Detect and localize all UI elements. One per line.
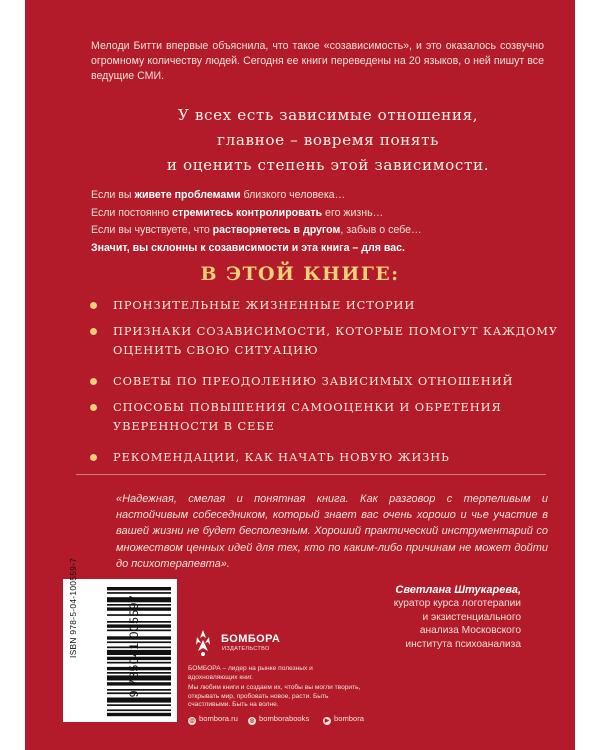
in-this-book-heading: В ЭТОЙ КНИГЕ:: [200, 263, 400, 285]
barcode-bars-icon: [63, 557, 177, 722]
bullet-dot-icon: [90, 328, 97, 335]
barcode-digits: 9 785041 005597: [127, 594, 142, 698]
feature-item: СОВЕТЫ ПО ПРЕОДОЛЕНИЮ ЗАВИСИМЫХ ОТНОШЕНИЙ: [87, 372, 557, 398]
camera-icon: ◎: [249, 718, 255, 724]
social-links: [188, 714, 548, 726]
feature-item: РЕКОМЕНДАЦИИ, КАК НАЧАТЬ НОВУЮ ЖИЗНЬ: [87, 448, 557, 470]
bullet-dot-icon: [90, 404, 97, 411]
author-role-line: куратор курса логотерапии: [393, 598, 521, 610]
feature-item: ПРОНЗИТЕЛЬНЫЕ ЖИЗНЕННЫЕ ИСТОРИИ: [87, 296, 557, 322]
back-cover: [25, 0, 575, 750]
publisher-name: БОМБОРА: [221, 633, 281, 645]
bullet-dot-icon: [90, 378, 97, 385]
bullet-dot-icon: [90, 302, 97, 309]
features-list: [87, 296, 557, 470]
at-icon: @: [189, 718, 195, 724]
feature-item: СПОСОБЫ ПОВЫШЕНИЯ САМООЦЕНКИ И ОБРЕТЕНИЯ УВЕРЕННОСТИ В СЕБЕ: [87, 398, 557, 448]
key-quote-line: главное – вовремя понять: [217, 131, 439, 149]
conclusion-line: Значит, вы склонны к созависимости и эта книга – для вас.: [91, 241, 405, 254]
author-role-line: и экзистенциального: [422, 611, 521, 623]
publisher-description: БОМБОРА – лидер на рынке полезных и вдохновляющих книг. Мы любим книги и создаем их, чтобы вы могли творить, открывать мир, пробовать новое, расти. Быть счастливыми. Быть на волне.: [188, 665, 361, 709]
review-author: [261, 584, 521, 651]
play-icon: ▶: [324, 718, 330, 724]
conditions-list: [91, 187, 551, 257]
section-divider: [76, 474, 546, 475]
bombora-logo-icon: [188, 628, 218, 658]
condition-line: Если вы живете проблемами близкого человека…: [91, 189, 346, 201]
isbn-number: ISBN 978-5-04-100559-7: [68, 557, 78, 658]
bullet-dot-icon: [90, 454, 97, 461]
social-link-video[interactable]: ▶ bombora: [324, 714, 364, 724]
condition-line: Если вы чувствуете, что растворяетесь в другом, забыв о себе…: [91, 224, 422, 236]
author-name: Светлана Штукарева,: [395, 584, 521, 596]
key-quote-line: и оценить степень этой зависимости.: [166, 156, 490, 174]
author-role-line: института психоанализа: [405, 638, 521, 650]
key-quote-line: У всех есть зависимые отношения,: [177, 106, 479, 124]
intro-text: Мелоди Битти впервые объяснила, что такое «созависимость», и это оказалось созвучно огромному количеству людей. Сегодня ее книги переведены на 20 языков, о ней пишут все ведущие СМИ.: [91, 40, 544, 82]
feature-item: ПРИЗНАКИ СОЗАВИСИМОСТИ, КОТОРЫЕ ПОМОГУТ КАЖДОМУ ОЦЕНИТЬ СВОЮ СИТУАЦИЮ: [87, 322, 557, 372]
condition-line: Если постоянно стремитесь контролировать его жизнь…: [91, 206, 384, 219]
social-link-site[interactable]: @ bombora.ru: [189, 714, 238, 724]
barcode: [63, 557, 177, 722]
publisher-subtitle: ИЗДАТЕЛЬСТВО: [222, 646, 270, 652]
social-link-instagram[interactable]: ◎ bomborabooks: [249, 714, 310, 724]
review-quote: «Надежная, смелая и понятная книга. Как разговор с терпеливым и настойчивым собеседником, который знает вас очень хорошо и чье участие в вашей жизни не будет бесполезным. Хороший практический инструментарий со множеством ценных идей для тех, кто по каким-либо причинам не может дойти до психотерапевта».: [116, 493, 548, 570]
author-role-line: анализа Московского: [419, 625, 521, 637]
key-quote: [91, 103, 565, 178]
